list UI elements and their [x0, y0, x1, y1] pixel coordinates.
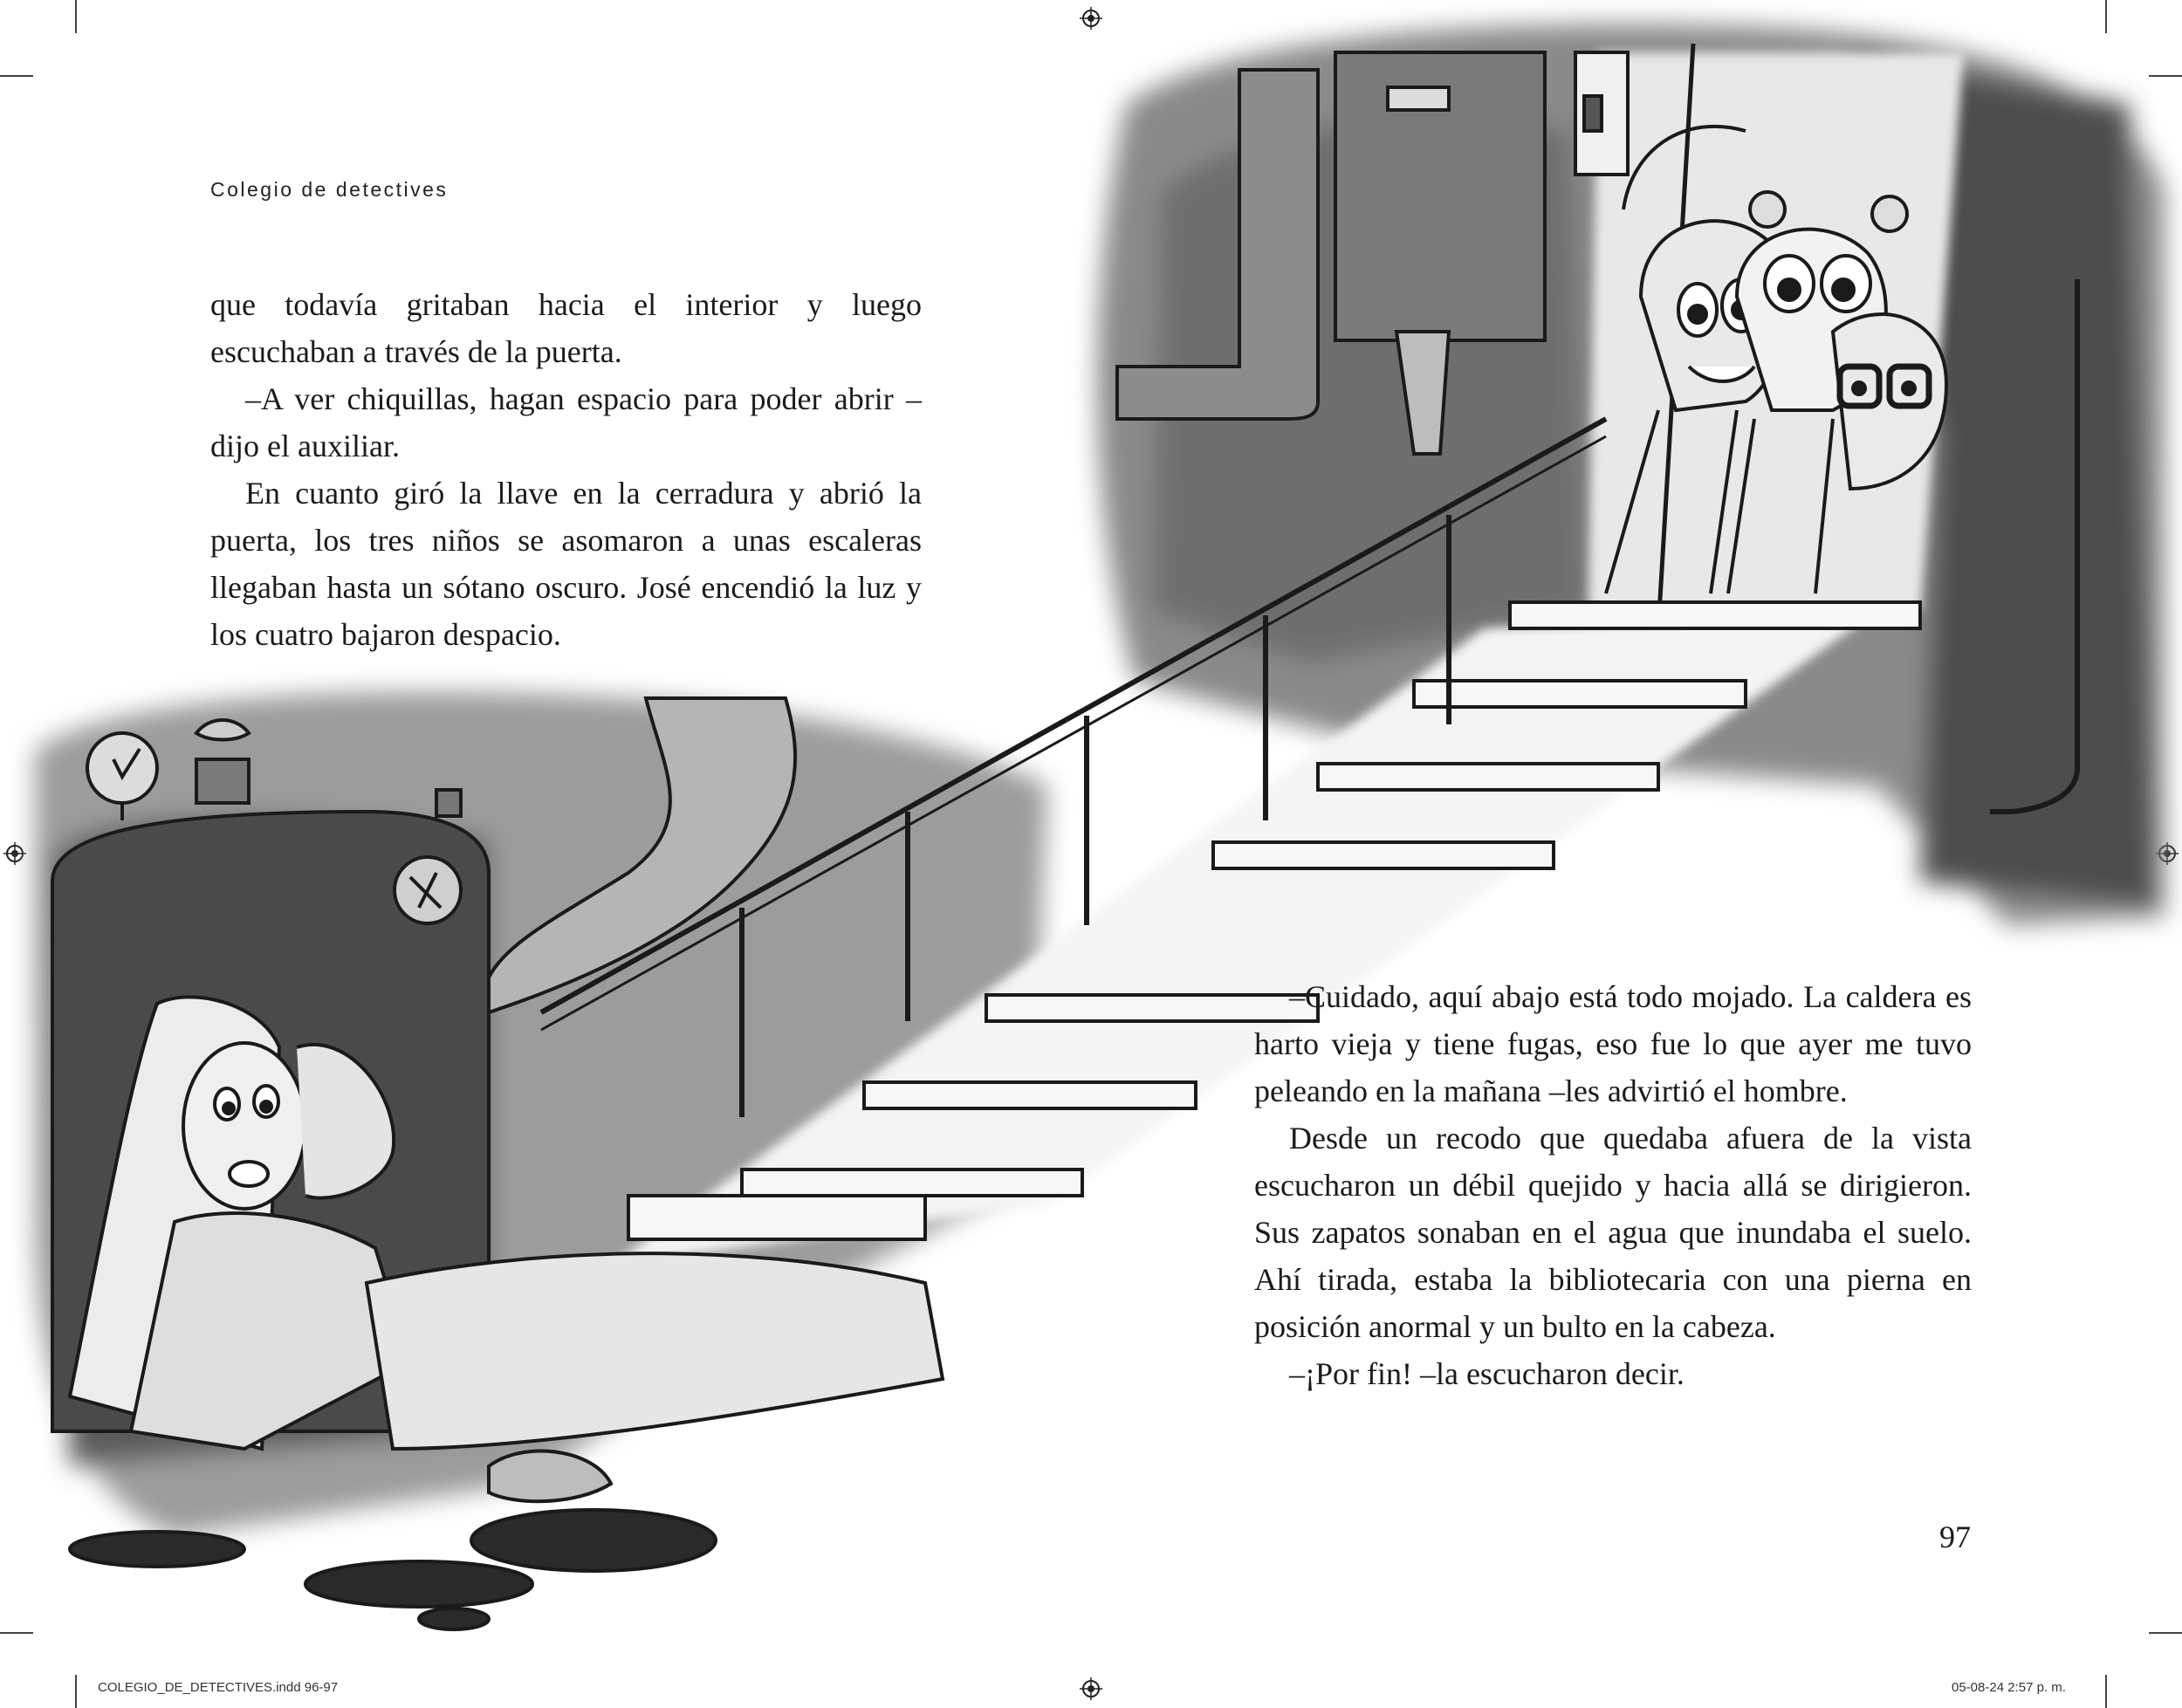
- page-number: 97: [1939, 1519, 1971, 1554]
- left-page-text: [210, 281, 922, 658]
- right-page-text: [1254, 973, 1972, 1397]
- running-head: Colegio de detectives: [210, 178, 449, 201]
- paragraph: –A ver chiquillas, hagan espacio para poder abrir –dijo el auxiliar.: [210, 381, 922, 463]
- paragraph: –¡Por fin! –la escucharon decir.: [1289, 1356, 1685, 1391]
- slug-file: COLEGIO_DE_DETECTIVES.indd 96-97: [98, 1680, 339, 1695]
- paragraph: En cuanto giró la llave en la cerradura y abrió la puerta, los tres niños se asomaron a unas escaleras llegaban hasta un sótano oscuro. José encendió la luz y los cuatro bajaron despacio.: [210, 476, 922, 652]
- paragraph: que todavía gritaban hacia el interior y luego escuchaban a través de la puerta.: [210, 287, 922, 369]
- paragraph: –Cuidado, aquí abajo está todo mojado. La caldera es harto vieja y tiene fugas, eso fue lo que ayer me tuvo peleando en la mañana –les advirtió el hombre.: [1254, 979, 1972, 1108]
- slug-date: 05-08-24 2:57 p. m.: [1952, 1680, 2066, 1695]
- paragraph: Desde un recodo que quedaba afuera de la vista escucharon un débil quejido y hacia allá se dirigieron. Sus zapatos sonaban en el agua que inundaba el suelo. Ahí tirada, estaba la bibliotecaria con una pierna en posición anormal y un bulto en la cabeza.: [1254, 1121, 1972, 1344]
